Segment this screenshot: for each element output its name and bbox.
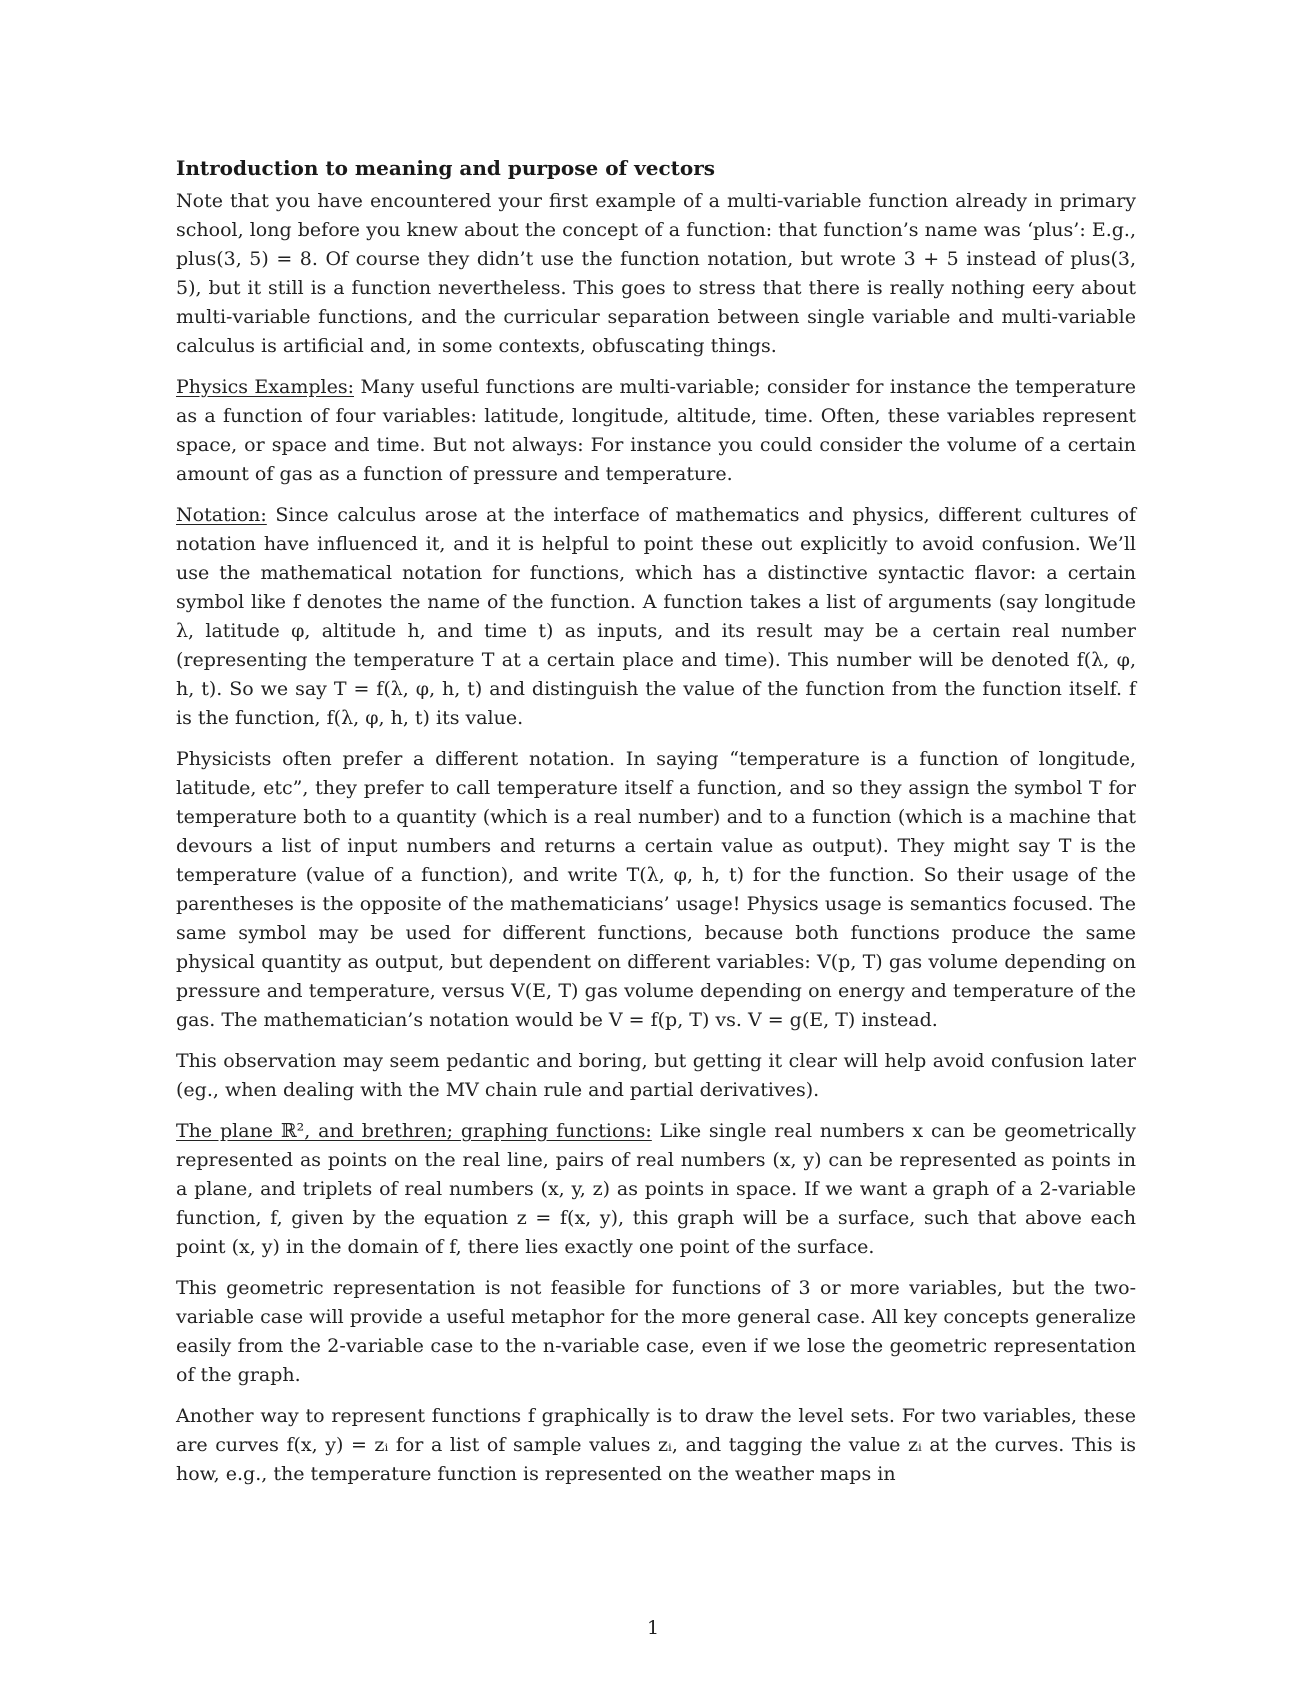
paragraph-notation [176,501,1136,733]
paragraph-intro: Note that you have encountered your first example of a multi-variable function already in primary school, long before you knew about the concept of a function: that function’s name was ‘plus’: E.g., plus(3, 5) = 8. Of course they didn’t use the function notation, but wrote 3 + 5 instead of plus(3, 5), but it still is a function nevertheless. This goes to stress that there is really nothing eery about multi-variable functions, and the curricular separation between single variable and multi-variable calculus is artificial and, in some contexts, obfuscating things. [176,190,1136,357]
paragraph-observation: This observation may seem pedantic and boring, but getting it clear will help avoid confusion later (eg., when dealing with the MV chain rule and partial derivatives). [176,1050,1136,1101]
physics-examples-heading: Physics Examples: [176,376,354,398]
notation-heading: Notation: [176,504,267,526]
paragraph-physicists-notation: Physicists often prefer a different notation. In saying “temperature is a function of longitude, latitude, etc”, they prefer to call temperature itself a function, and so they assign the symbol T for temperature both to a quantity (which is a real number) and to a function (which is a machine that devours a list of input numbers and returns a certain value as output). They might say T is the temperature (value of a function), and write T(λ, φ, h, t) for the function. So their usage of the parentheses is the opposite of the mathematicians’ usage! Physics usage is semantics focused. The same symbol may be used for different functions, because both functions produce the same physical quantity as output, but dependent on different variables: V(p, T) gas volume depending on pressure and temperature, versus V(E, T) gas volume depending on energy and temperature of the gas. The mathematician’s notation would be V = f(p, T) vs. V = g(E, T) instead. [176,748,1136,1031]
plane-text: Like single real numbers x can be geometrically represented as points on the real line, pairs of real numbers (x, y) can be represented as points in a plane, and triplets of real numbers (x, y, z) as points in space. If we want a graph of a 2-variable function, f, given by the equation z = f(x, y), this graph will be a surface, such that above each point (x, y) in the domain of f, there lies exactly one point of the surface. [176,1120,1136,1258]
paragraph-plane [176,1117,1136,1262]
paragraph-geometric: This geometric representation is not feasible for functions of 3 or more variables, but the two-variable case will provide a useful metaphor for the more general case. All key concepts generalize easily from the 2-variable case to the n-variable case, even if we lose the geometric representation of the graph. [176,1277,1136,1386]
physics-examples-text: Many useful functions are multi-variable; consider for instance the temperature as a function of four variables: latitude, longitude, altitude, time. Often, these variables represent space, or space and time. But not always: For instance you could consider the volume of a certain amount of gas as a function of pressure and temperature. [176,376,1137,485]
page-number: 1 [646,1617,660,1639]
paragraph-level-sets: Another way to represent functions f graphically is to draw the level sets. For two variables, these are curves f(x, y) = zᵢ for a list of sample values zᵢ, and tagging the value zᵢ at the curves. This is how, e.g., the temperature function is represented on the weather maps in [176,1405,1136,1485]
document-page [176,153,1136,1501]
plane-heading: The plane ℝ², and brethren; graphing functions: [176,1120,652,1142]
section-title: Introduction to meaning and purpose of vectors [176,156,715,180]
notation-text: Since calculus arose at the interface of mathematics and physics, different cultures of notation have influenced it, and it is helpful to point these out explicitly to avoid confusion. We’ll use the mathematical notation for functions, which has a distinctive syntactic flavor: a certain symbol like f denotes the name of the function. A function takes a list of arguments (say longitude λ, latitude φ, altitude h, and time t) as inputs, and its result may be a certain real number (representing the temperature T at a certain place and time). This number will be denoted f(λ, φ, h, t). So we say T = f(λ, φ, h, t) and distinguish the value of the function from the function itself. f is the function, f(λ, φ, h, t) its value. [176,504,1136,729]
paragraph-physics-examples [176,373,1136,489]
